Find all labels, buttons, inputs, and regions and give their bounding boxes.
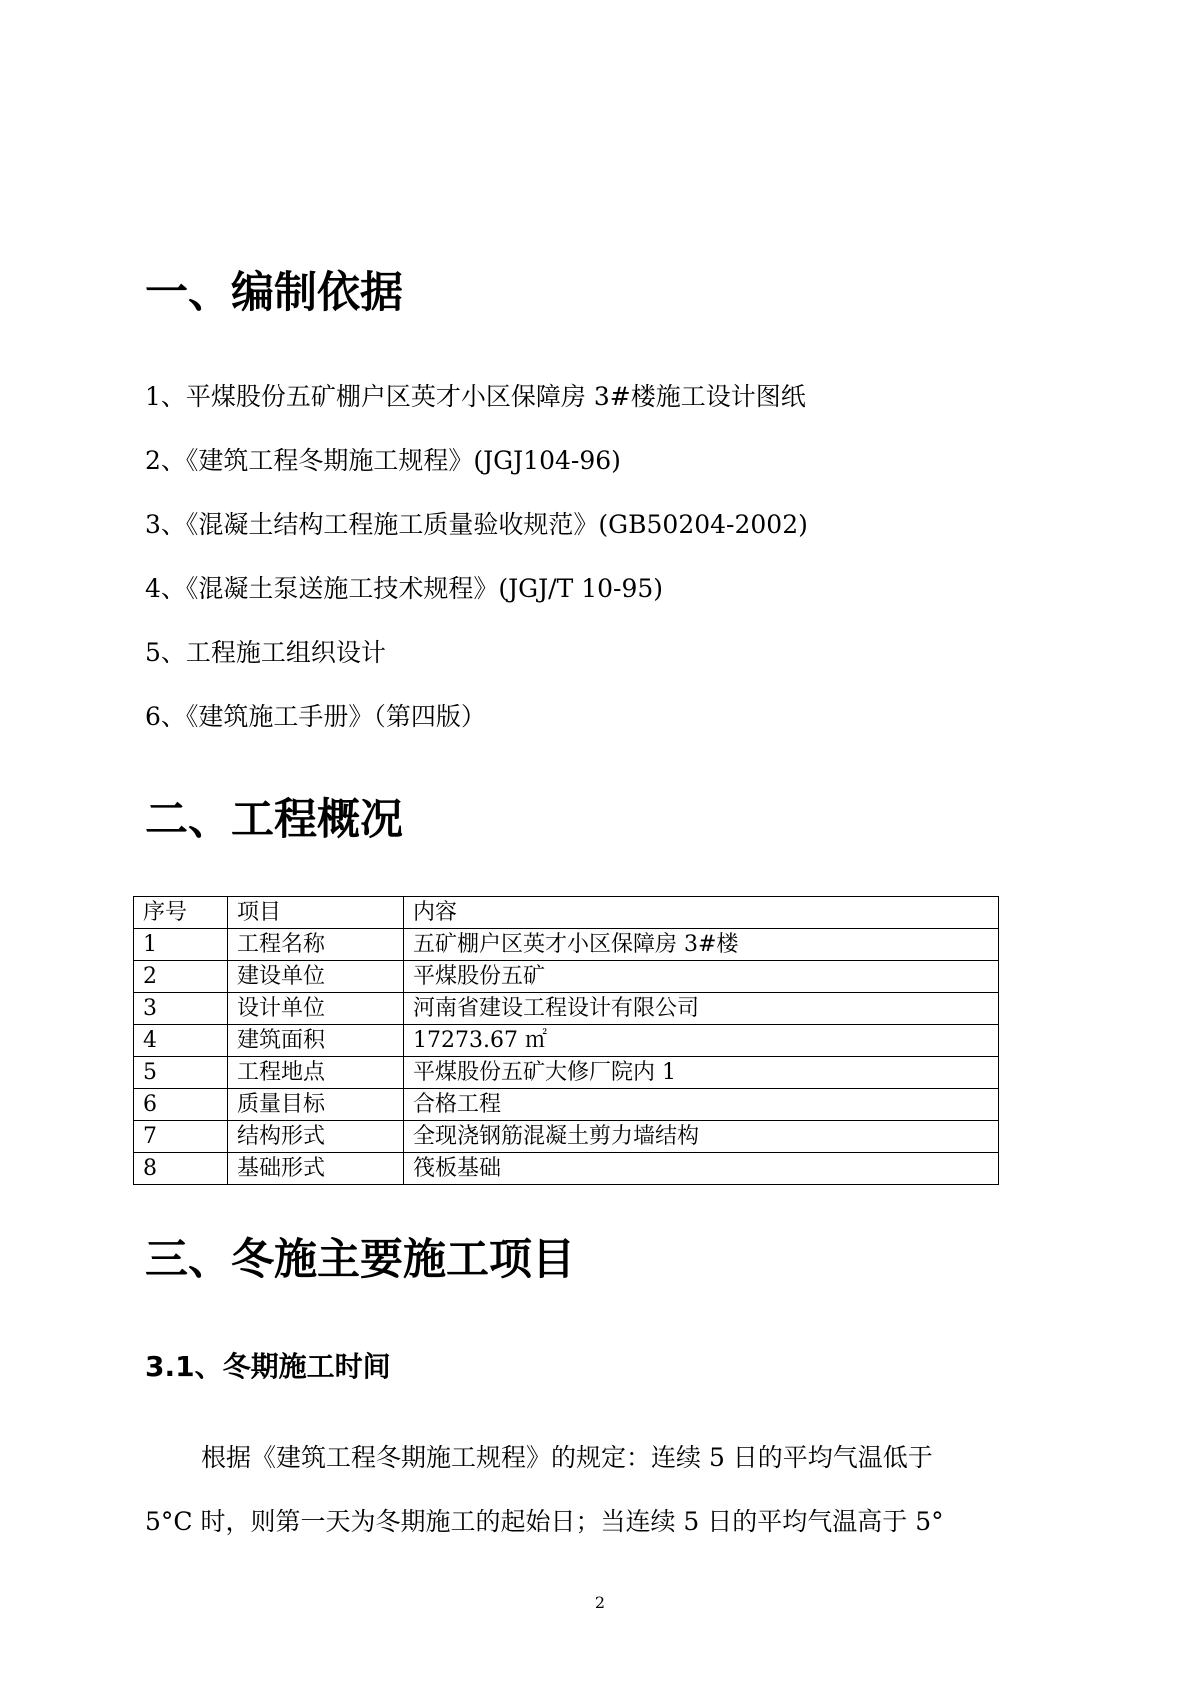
table-cell: 4 <box>134 1025 228 1057</box>
table-row <box>134 1121 999 1153</box>
table-cell: 1 <box>134 929 228 961</box>
table-cell: 6 <box>134 1089 228 1121</box>
subsection-heading-winter-time: 3.1、冬期施工时间 <box>145 1350 391 1383</box>
header-cell-index: 序号 <box>134 897 228 929</box>
reference-item: 6、《建筑施工手册》（第四版） <box>145 702 486 731</box>
table-cell: 筏板基础 <box>404 1153 999 1185</box>
table-row <box>134 1089 999 1121</box>
table-header-row <box>134 897 999 929</box>
table-cell: 17273.67 ㎡ <box>404 1025 999 1057</box>
reference-item: 5、工程施工组织设计 <box>145 638 386 667</box>
table-cell: 质量目标 <box>228 1089 404 1121</box>
project-overview-table <box>133 896 999 1185</box>
table-cell: 设计单位 <box>228 993 404 1025</box>
table-cell: 3 <box>134 993 228 1025</box>
table-cell: 2 <box>134 961 228 993</box>
table-row <box>134 1025 999 1057</box>
table-cell: 建筑面积 <box>228 1025 404 1057</box>
reference-item: 4、《混凝土泵送施工技术规程》(JGJ/T 10-95) <box>145 574 664 603</box>
table-row <box>134 961 999 993</box>
table-row <box>134 929 999 961</box>
reference-item: 1、平煤股份五矿棚户区英才小区保障房 3#楼施工设计图纸 <box>145 382 806 411</box>
table-cell: 7 <box>134 1121 228 1153</box>
reference-list <box>145 377 808 761</box>
table-cell: 基础形式 <box>228 1153 404 1185</box>
reference-item: 2、《建筑工程冬期施工规程》(JGJ104-96) <box>145 446 621 475</box>
table-cell: 工程名称 <box>228 929 404 961</box>
table-cell: 建设单位 <box>228 961 404 993</box>
header-cell-item: 项目 <box>228 897 404 929</box>
table-cell: 平煤股份五矿 <box>404 961 999 993</box>
section-heading-basis: 一、编制依据 <box>145 268 403 318</box>
table-row <box>134 1057 999 1089</box>
header-cell-content: 内容 <box>404 897 999 929</box>
section-heading-overview: 二、工程概况 <box>145 795 403 845</box>
table-cell: 8 <box>134 1153 228 1185</box>
table-cell: 河南省建设工程设计有限公司 <box>404 993 999 1025</box>
table-cell: 五矿棚户区英才小区保障房 3#楼 <box>404 929 999 961</box>
body-paragraph-line: 5°C 时，则第一天为冬期施工的起始日；当连续 5 日的平均气温高于 5° <box>145 1507 944 1536</box>
table-cell: 全现浇钢筋混凝土剪力墙结构 <box>404 1121 999 1153</box>
table-cell: 工程地点 <box>228 1057 404 1089</box>
table-cell: 5 <box>134 1057 228 1089</box>
table-row <box>134 1153 999 1185</box>
table-cell: 平煤股份五矿大修厂院内 1 <box>404 1057 999 1089</box>
table-cell: 合格工程 <box>404 1089 999 1121</box>
table-row <box>134 993 999 1025</box>
page-number: 2 <box>594 1593 606 1612</box>
reference-item: 3、《混凝土结构工程施工质量验收规范》(GB50204-2002) <box>145 510 808 539</box>
body-paragraph-line: 根据《建筑工程冬期施工规程》的规定：连续 5 日的平均气温低于 <box>201 1443 933 1472</box>
table-cell: 结构形式 <box>228 1121 404 1153</box>
section-heading-winter-items: 三、冬施主要施工项目 <box>145 1235 575 1285</box>
